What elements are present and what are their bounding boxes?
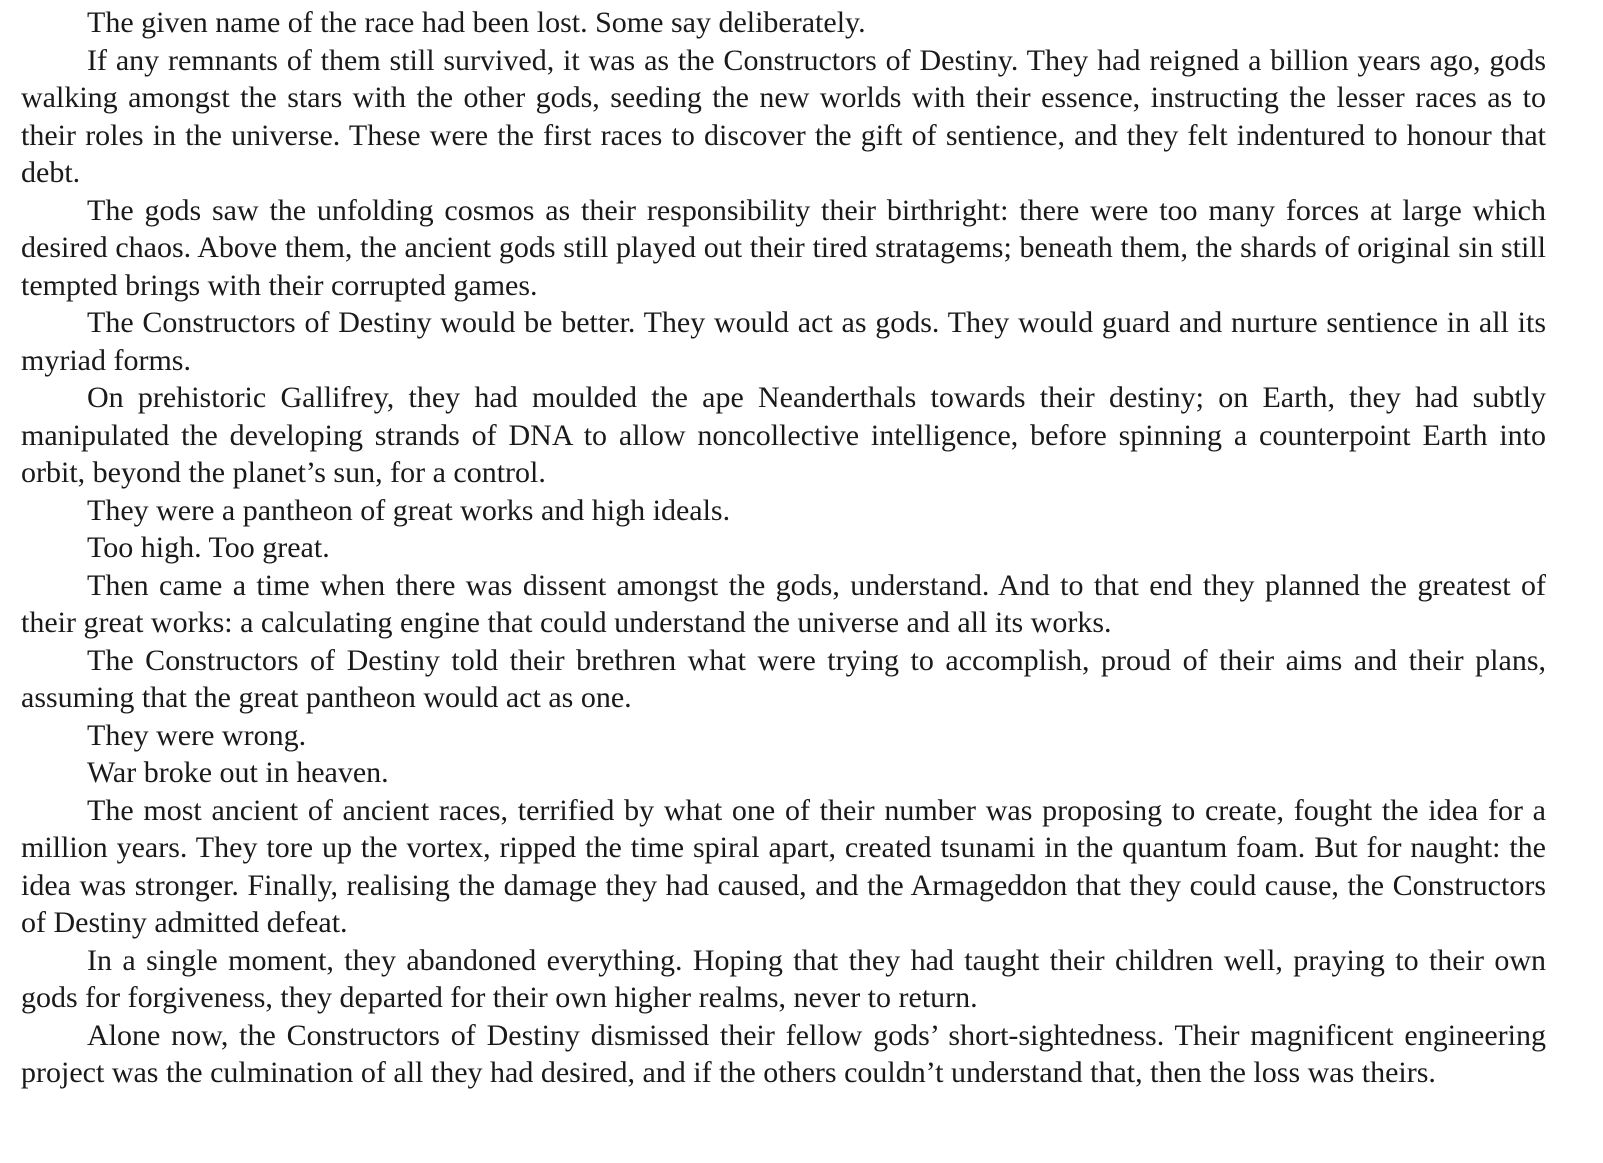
paragraph: In a single moment, they abandoned everything. Hoping that they had taught their children well, praying to their own gods for forgiveness, they departed for their own higher realms, never to return. bbox=[21, 943, 1546, 1014]
paragraph: The most ancient of ancient races, terrified by what one of their number was proposing to create, fought the idea for a million years. They tore up the vortex, ripped the time spiral apart, created tsunami in the quantum foam. But for naught: the idea was stronger. Finally, realising the damage they had caused, and the Armageddon that they could cause, the Constructors of Destiny admitted defeat. bbox=[21, 793, 1546, 939]
paragraph: The gods saw the unfolding cosmos as their responsibility their birthright: there were too many forces at large which desired chaos. Above them, the ancient gods still played out their tired stratagems; beneath them, the shards of original sin still tempted brings with their corrupted games. bbox=[21, 193, 1546, 302]
paragraph: The Constructors of Destiny would be better. They would act as gods. They would guard and nurture sentience in all its myriad forms. bbox=[21, 306, 1546, 377]
paragraph: Alone now, the Constructors of Destiny dismissed their fellow gods’ short-sightedness. Their magnificent engineering project was the culmination of all they had desired, and if the others couldn’t understand that, then the loss was theirs. bbox=[21, 1018, 1546, 1089]
paragraph: War broke out in heaven. bbox=[87, 756, 389, 789]
paragraph: On prehistoric Gallifrey, they had moulded the ape Neanderthals towards their destiny; on Earth, they had subtly manipulated the developing strands of DNA to allow noncollective intelligence, before spinning a counterpoint Earth into orbit, beyond the planet’s sun, for a control. bbox=[21, 381, 1546, 489]
paragraph: The given name of the race had been lost. Some say deliberately. bbox=[87, 6, 866, 39]
paragraph: Too high. Too great. bbox=[87, 531, 330, 564]
paragraph: The Constructors of Destiny told their brethren what were trying to accomplish, proud of their aims and their plans, assuming that the great pantheon would act as one. bbox=[21, 643, 1546, 714]
paragraph: Then came a time when there was dissent amongst the gods, understand. And to that end they planned the greatest of their great works: a calculating engine that could understand the universe and all its works. bbox=[21, 568, 1546, 639]
paragraph: They were wrong. bbox=[87, 718, 307, 752]
paragraph: If any remnants of them still survived, it was as the Constructors of Destiny. They had reigned a billion years ago, gods walking amongst the stars with the other gods, seeding the new worlds with their essence, instructing the lesser races as to their roles in the universe. These were the first races to discover the gift of sentience, and they felt indentured to honour that debt. bbox=[21, 43, 1546, 189]
paragraph: They were a pantheon of great works and high ideals. bbox=[87, 493, 731, 527]
